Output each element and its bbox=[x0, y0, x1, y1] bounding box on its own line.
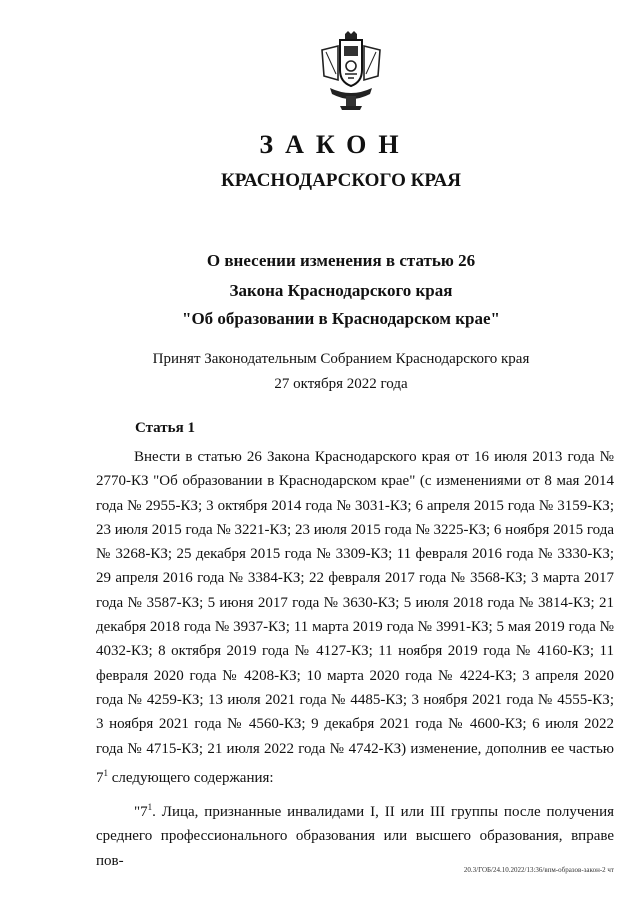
heading-line-2: Закона Краснодарского края bbox=[229, 281, 453, 300]
adopted-by-line: Принят Законодательным Собранием Краснодарского края bbox=[152, 351, 530, 367]
heading-line-3: "Об образовании в Краснодарском крае" bbox=[182, 309, 500, 328]
article-paragraph-1 bbox=[96, 445, 614, 790]
article-paragraph-2 bbox=[96, 795, 614, 873]
paragraph-2-start: "7 bbox=[134, 804, 148, 820]
region-title: КРАСНОДАРСКОГО КРАЯ bbox=[220, 170, 462, 191]
law-title: ЗАКОН bbox=[259, 130, 411, 159]
paragraph-1-text: Внести в статью 26 Закона Краснодарского края от 16 июля 2013 года № 2770-КЗ "Об образовании в Краснодарском крае" (с изменениями от 8 мая 2014 года № 2955-КЗ; 3 октября 2014 года № 3031-КЗ; 6 апреля 2015 года № 3159-КЗ; 23 июля 2015 года № 3221-КЗ; 23 июля 2015 года № 3225-КЗ; 6 ноября 2015 года № 3268-КЗ; 25 декабря 2015 года № 3309-КЗ; 11 февраля 2016 года № 3330-КЗ; 29 апреля 2016 года № 3384-КЗ; 22 февраля 2017 года № 3568-КЗ; 3 марта 2017 года № 3587-КЗ; 5 июня 2017 года № 3630-КЗ; 5 июля 2018 года № 3814-КЗ; 21 декабря 2018 года № 3937-КЗ; 11 марта 2019 года № 3991-КЗ; 5 мая 2019 года № 4032-КЗ; 8 октября 2019 года № 4127-КЗ; 11 ноября 2019 года № 4160-КЗ; 11 февраля 2020 года № 4208-КЗ; 10 марта 2020 года № 4224-КЗ; 3 апреля 2020 года № 4259-КЗ; 13 июля 2021 года № 4485-КЗ; 3 ноября 2021 года № 4555-КЗ; 3 ноября 2021 года № 4560-КЗ; 9 декабря 2021 года № 4600-КЗ; 6 июля 2022 года № 4715-КЗ; 21 июля 2022 года № 4742-КЗ) изменение, дополнив ее частью 7 bbox=[96, 449, 614, 786]
paragraph-1-superscript: 1 bbox=[103, 767, 108, 778]
heading-line-1: О внесении изменения в статью 26 bbox=[206, 251, 476, 270]
coat-of-arms-emblem bbox=[316, 30, 386, 112]
paragraph-2-superscript: 1 bbox=[147, 802, 153, 812]
adopted-date: 27 октября 2022 года bbox=[274, 376, 408, 392]
paragraph-2-text: . Лица, признанные инвалидами I, II или III группы после получения среднего профессионального образования или высшего образования, вправе пов- bbox=[96, 804, 614, 869]
document-footer-code: 20.3/ГОБ/24.10.2022/13:36/впм-образов-закон-2 чт bbox=[463, 866, 614, 874]
paragraph-1-ending: следующего содержания: bbox=[108, 769, 274, 786]
article-title: Статья 1 bbox=[135, 420, 195, 436]
